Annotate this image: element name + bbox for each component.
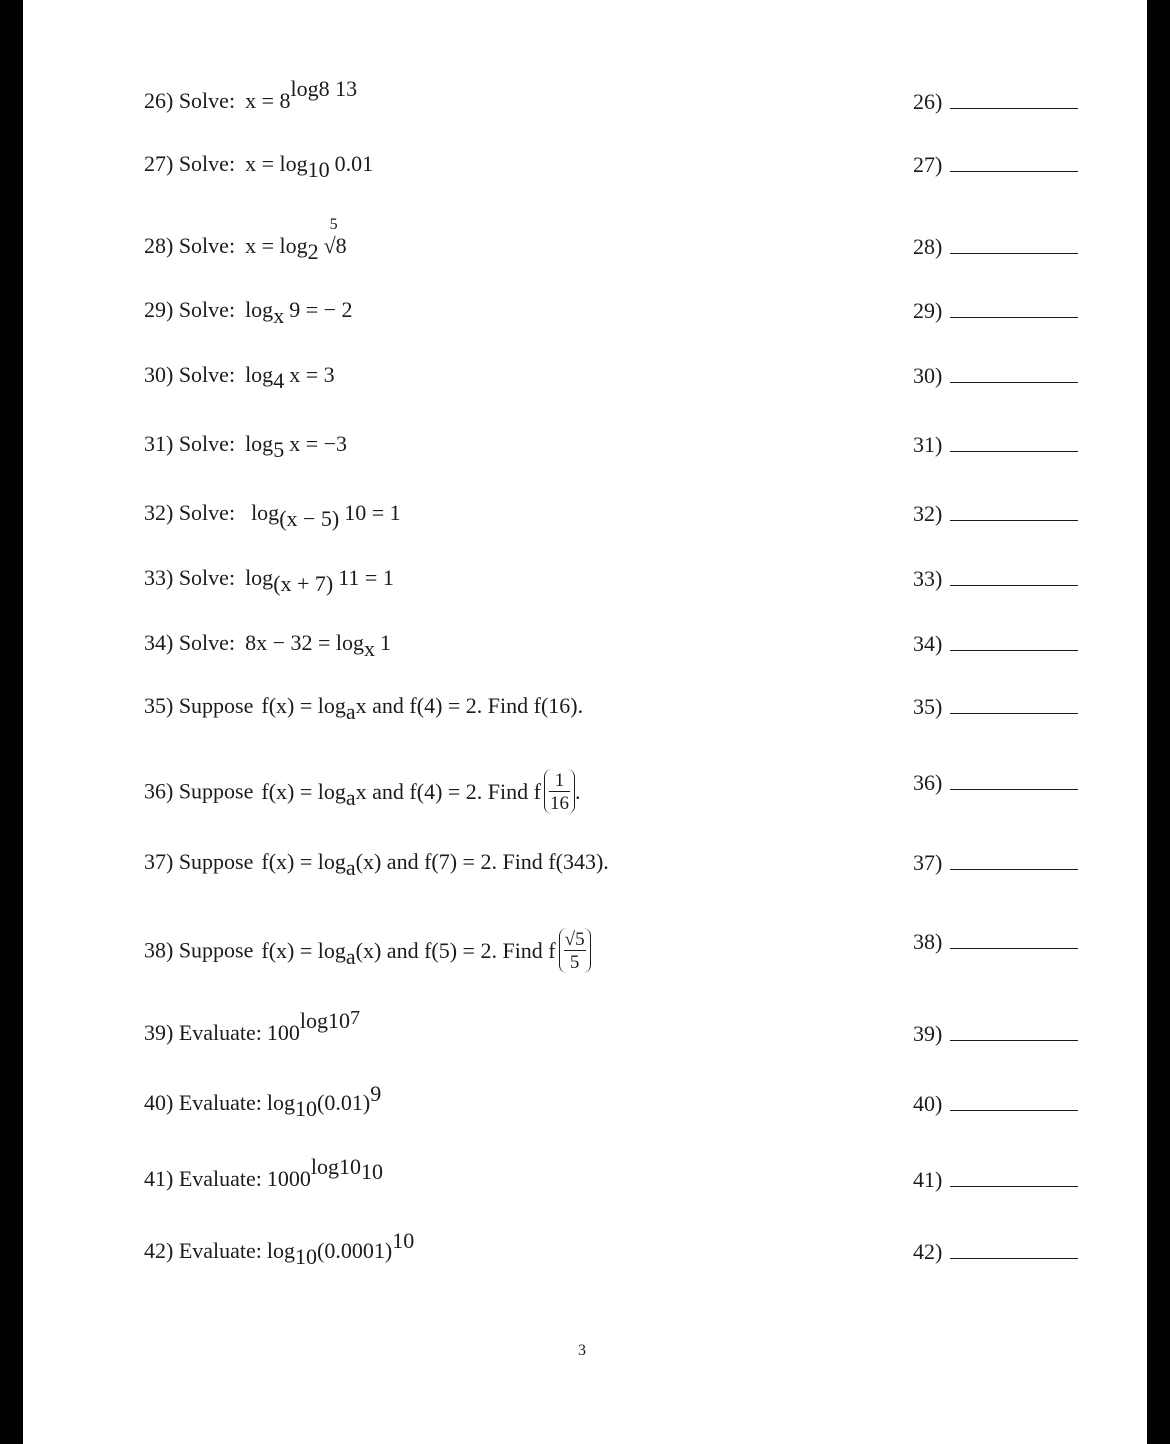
answer-blank[interactable] [950, 1185, 1078, 1187]
problem-label: 26) Solve: [144, 88, 236, 113]
problem-35: 35) Suppose f(x) = logax and f(4) = 2. Find f(16). [144, 693, 584, 724]
answer-blank[interactable] [950, 868, 1078, 870]
answer-37: 37) [913, 852, 1078, 874]
problem-math: x = 8log8 13 [245, 76, 358, 113]
worksheet-page [23, 0, 1147, 1444]
answer-blank[interactable] [950, 649, 1078, 651]
fraction-root5-over-5: $\frac{√5}{5}$ [559, 928, 591, 973]
answer-27: 27) [913, 154, 1078, 176]
answer-blank[interactable] [950, 170, 1078, 172]
answer-33: 33) [913, 568, 1078, 590]
answer-blank[interactable] [950, 1109, 1078, 1111]
answer-38: 38) [913, 931, 1078, 953]
answer-32: 32) [913, 503, 1078, 525]
problem-28: 28) Solve: x = log2 5 √8 [144, 216, 347, 264]
answer-blank[interactable] [950, 450, 1078, 452]
problem-32: 32) Solve: log(x − 5) 10 = 1 [144, 500, 401, 531]
problem-34: 34) Solve: 8x − 32 = logx 1 [144, 630, 391, 661]
answer-42: 42) [913, 1241, 1078, 1263]
problem-40: 40) Evaluate: log10(0.01)9 [144, 1081, 382, 1121]
problem-33: 33) Solve: log(x + 7) 11 = 1 [144, 565, 394, 596]
answer-31: 31) [913, 434, 1078, 456]
answer-blank[interactable] [950, 1039, 1078, 1041]
page-number: 3 [578, 1342, 586, 1359]
answer-34: 34) [913, 633, 1078, 655]
answer-blank[interactable] [950, 381, 1078, 383]
answer-30: 30) [913, 365, 1078, 387]
answer-blank[interactable] [950, 316, 1078, 318]
answer-blank[interactable] [950, 1257, 1078, 1259]
problem-30: 30) Solve: log4 x = 3 [144, 362, 335, 393]
problem-36: 36) Suppose f(x) = logax and f(4) = 2. Find f $\frac{1}{16}$ . [144, 770, 581, 814]
problem-42: 42) Evaluate: log10(0.0001)10 [144, 1228, 415, 1269]
problem-31: 31) Solve: log5 x = −3 [144, 431, 348, 462]
answer-blank[interactable] [950, 107, 1078, 109]
fifth-root: 5 √8 [323, 216, 347, 258]
fraction-one-sixteenth: $\frac{1}{16}$ [544, 769, 575, 814]
answer-blank[interactable] [950, 712, 1078, 714]
answer-28: 28) [913, 236, 1078, 258]
answer-39: 39) [913, 1023, 1078, 1045]
answer-blank[interactable] [950, 519, 1078, 521]
answer-35: 35) [913, 696, 1078, 718]
problem-41: 41) Evaluate: 1000log1010 [144, 1154, 384, 1191]
answer-blank[interactable] [950, 252, 1078, 254]
answer-blank[interactable] [950, 947, 1078, 949]
answer-36: 36) [913, 772, 1078, 794]
problem-26 [144, 76, 358, 113]
problem-38: 38) Suppose f(x) = loga(x) and f(5) = 2. Find f $\frac{√5}{5}$ [144, 930, 591, 975]
answer-26: 26) [913, 91, 1078, 113]
problem-39: 39) Evaluate: 100log107 [144, 1007, 361, 1045]
answer-29: 29) [913, 300, 1078, 322]
answer-40: 40) [913, 1093, 1078, 1115]
answer-41: 41) [913, 1169, 1078, 1191]
problem-29: 29) Solve: logx 9 = − 2 [144, 297, 353, 328]
problem-27: 27) Solve: x = log10 0.01 [144, 151, 374, 182]
answer-blank[interactable] [950, 584, 1078, 586]
answer-blank[interactable] [950, 788, 1078, 790]
problem-37: 37) Suppose f(x) = loga(x) and f(7) = 2. Find f(343). [144, 849, 609, 880]
